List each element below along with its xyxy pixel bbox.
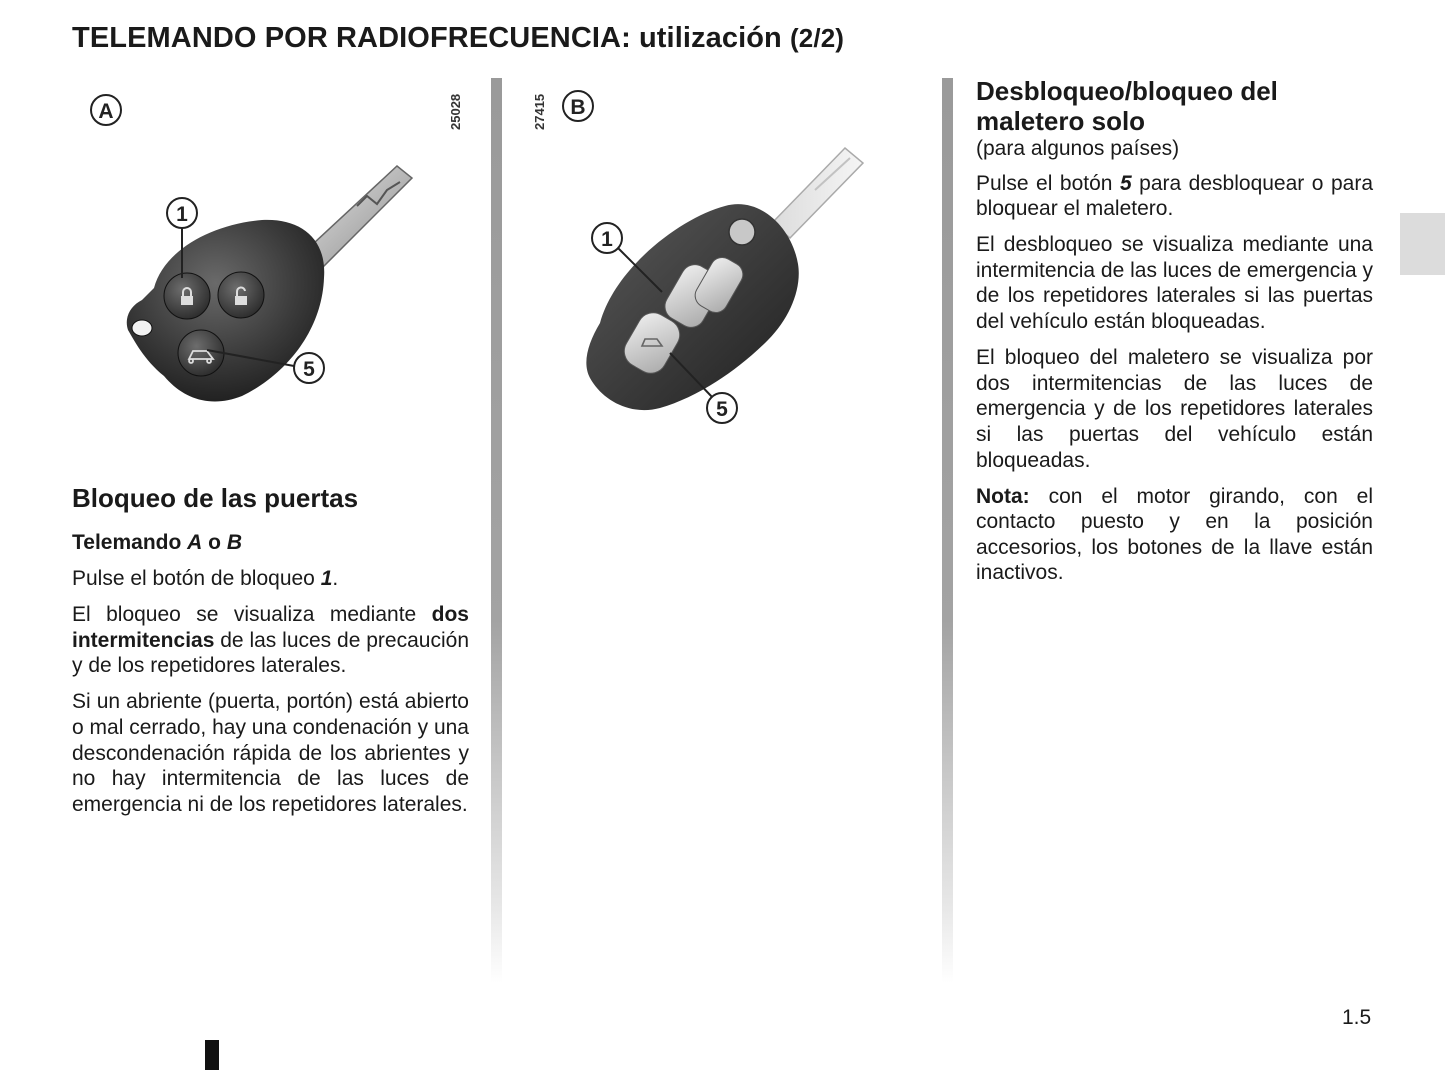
figure-b-callout-1-text: 1	[601, 228, 613, 251]
figure-a-label: A	[98, 100, 114, 123]
note-label: Nota:	[976, 484, 1030, 508]
page-title	[72, 22, 844, 55]
p2-before: El bloqueo se visualiza mediante	[72, 603, 432, 627]
figure-a-callout-circle	[91, 95, 121, 125]
note-text: con el motor girando, con el contacto puesto y en la posición accesorios, los botones de la llave están inactivos.	[976, 484, 1373, 585]
figure-b-callout-circle	[563, 91, 593, 121]
right-column	[976, 76, 1373, 597]
section-heading-locking: Bloqueo de las puertas	[72, 483, 359, 513]
figure-a-remote-key	[72, 78, 482, 428]
p1-before: Pulse el botón de bloqueo	[72, 567, 321, 591]
paragraph-unlock-indicator: El desbloqueo se visualiza mediante una intermitencia de las luces de emergencia y de los repetidores laterales si las puertas del vehículo están bloqueadas.	[976, 233, 1373, 334]
key-ring-hole	[132, 320, 152, 336]
trunk-button	[178, 330, 224, 376]
key-blade	[772, 148, 863, 238]
figure-a-callout-5-text: 5	[303, 358, 315, 381]
page-number: 1.5	[1342, 1006, 1372, 1029]
p1-ref: 1	[320, 567, 333, 591]
left-column	[72, 483, 469, 828]
figure-b-label: B	[570, 96, 586, 119]
trunk-qualifier: (para algunos países)	[976, 137, 1180, 160]
p2-after: de las luces de precaución y de los repetidores laterales.	[72, 628, 469, 678]
page-part-indicator: (2/2)	[790, 23, 845, 53]
subheading-prefix: Telemando	[72, 531, 188, 554]
paragraph-lock-button	[72, 566, 469, 592]
paragraph-trunk-button	[976, 171, 1373, 222]
subheading-b: B	[226, 531, 242, 554]
paragraph-lock-indicator	[72, 602, 469, 679]
rp1-before: Pulse el botón	[976, 171, 1120, 195]
figure-b-folding-key	[520, 78, 930, 438]
subheading-remote	[72, 530, 469, 556]
column-divider-right	[942, 78, 953, 983]
page-title-text: TELEMANDO POR RADIOFRECUENCIA: utilización	[72, 22, 782, 54]
paragraph-open-door: Si un abriente (puerta, portón) está abierto o mal cerrado, hay una condenación y una descondenación rápida de los abrientes y no hay intermitencia de las luces de emergencia ni de los repetidores laterales.	[72, 690, 469, 816]
crop-mark	[205, 1040, 219, 1070]
figure-b-callout-5-text: 5	[716, 398, 728, 421]
paragraph-note	[976, 484, 1373, 586]
chapter-tab-marker	[1400, 213, 1445, 275]
section-heading-trunk: Desbloqueo/bloqueo del maletero solo	[976, 76, 1278, 136]
rp1-after: para desbloquear o para bloquear el maletero.	[976, 171, 1373, 221]
column-divider-left	[491, 78, 502, 983]
figure-a-reference: 25028	[448, 93, 463, 130]
blade-release-button	[729, 219, 755, 245]
figure-a-callout-1-text: 1	[176, 203, 188, 226]
paragraph-lock-trunk-indicator: El bloqueo del maletero se visualiza por dos intermitencias de las luces de emergencia y de los repetidores laterales si las puertas del vehículo están bloqueadas.	[976, 346, 1373, 472]
rp1-ref: 5	[1119, 171, 1132, 195]
subheading-a: A	[187, 531, 203, 554]
subheading-mid: o	[202, 531, 227, 554]
unlock-button	[218, 272, 264, 318]
figure-b-reference: 27415	[532, 93, 547, 130]
p2-bold: dos intermitencias	[72, 603, 469, 652]
p1-after: .	[332, 567, 339, 591]
